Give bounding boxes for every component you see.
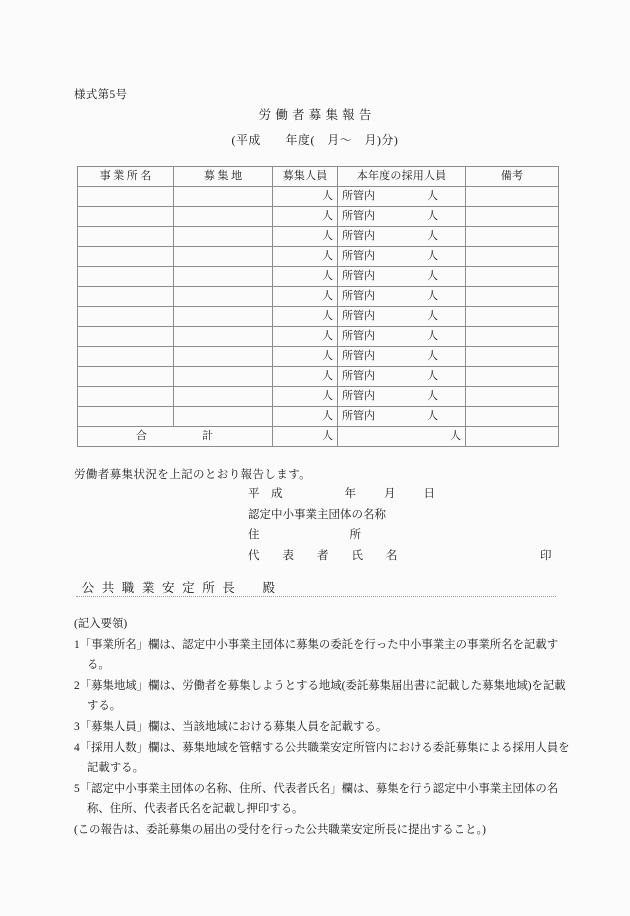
hired-jurisdiction-label: 所管内 — [342, 210, 375, 222]
cell-office-name[interactable] — [78, 207, 174, 227]
cell-remarks[interactable] — [466, 247, 559, 267]
cell-recruit-count[interactable]: 人 — [273, 367, 338, 387]
instruction-item: 2「募集地域」欄は、労働者を募集しようとする地域(委託募集届出書に記載した募集地域)を記載する。 — [74, 679, 566, 713]
cell-remarks[interactable] — [466, 407, 559, 427]
table-row — [78, 407, 559, 427]
cell-remarks[interactable] — [466, 267, 559, 287]
hired-count-unit: 人 — [427, 230, 438, 242]
cell-office-name[interactable] — [78, 367, 174, 387]
instructions-heading: (記入要領) — [74, 618, 128, 630]
hired-jurisdiction-label: 所管内 — [342, 230, 375, 242]
cell-office-name[interactable] — [78, 187, 174, 207]
column-header-hired-this-year: 本年度の採用人員 — [338, 167, 466, 187]
cell-recruit-area[interactable] — [174, 187, 273, 207]
hired-count-unit: 人 — [427, 210, 438, 222]
cell-hired-this-year[interactable] — [338, 187, 466, 207]
hired-count-unit: 人 — [427, 350, 438, 362]
cell-recruit-area[interactable] — [174, 407, 273, 427]
cell-hired-this-year[interactable] — [338, 227, 466, 247]
cell-office-name[interactable] — [78, 227, 174, 247]
cell-recruit-count[interactable]: 人 — [273, 307, 338, 327]
table-row — [78, 307, 559, 327]
address-label-right: 所 — [349, 529, 361, 541]
column-header-recruit-count: 募集人員 — [273, 167, 338, 187]
address-line — [248, 525, 435, 546]
dotted-separator — [76, 596, 556, 597]
cell-remarks[interactable] — [466, 327, 559, 347]
cell-recruit-count[interactable]: 人 — [273, 407, 338, 427]
cell-recruit-count[interactable]: 人 — [273, 287, 338, 307]
recruitment-report-table — [77, 166, 559, 447]
table-row — [78, 327, 559, 347]
cell-recruit-area[interactable] — [174, 267, 273, 287]
hired-jurisdiction-label: 所管内 — [342, 370, 375, 382]
hired-jurisdiction-label: 所管内 — [342, 250, 375, 262]
table-row — [78, 347, 559, 367]
form-number: 様式第5号 — [74, 89, 128, 101]
cell-recruit-area[interactable] — [174, 227, 273, 247]
column-header-recruit-area: 募集地 — [174, 167, 273, 187]
cell-remarks[interactable] — [466, 207, 559, 227]
representative-name-line — [248, 546, 552, 567]
instructions-footer: (この報告は、委託募集の届出の受付を行った公共職業安定所長に提出すること。) — [74, 823, 486, 836]
column-header-office-name: 事業所名 — [78, 167, 174, 187]
cell-hired-this-year[interactable] — [338, 247, 466, 267]
cell-recruit-area[interactable] — [174, 327, 273, 347]
cell-recruit-count[interactable]: 人 — [273, 227, 338, 247]
hired-jurisdiction-label: 所管内 — [342, 310, 375, 322]
hired-jurisdiction-label: 所管内 — [342, 350, 375, 362]
cell-hired-this-year[interactable] — [338, 207, 466, 227]
instructions-section — [74, 614, 570, 841]
organization-name-label: 認定中小事業主団体の名称 — [248, 508, 386, 521]
instruction-item: 5「認定中小事業主団体の名称、住所、代表者氏名」欄は、募集を行う認定中小事業主団体の名称、住所、代表者氏名を記載し押印する。 — [74, 782, 559, 816]
total-hired-count[interactable]: 人 — [338, 427, 466, 447]
hired-jurisdiction-label: 所管内 — [342, 330, 375, 342]
cell-office-name[interactable] — [78, 267, 174, 287]
instruction-item: 4「採用人数」欄は、募集地域を管轄する公共職業安定所管内における委託募集による採用人員を記載する。 — [74, 741, 570, 775]
hired-count-unit: 人 — [427, 370, 438, 382]
hired-count-unit: 人 — [427, 290, 438, 302]
table-row — [78, 387, 559, 407]
table-row — [78, 247, 559, 267]
cell-remarks[interactable] — [466, 367, 559, 387]
cell-recruit-count[interactable]: 人 — [273, 207, 338, 227]
hired-count-unit: 人 — [427, 410, 438, 422]
hired-jurisdiction-label: 所管内 — [342, 290, 375, 302]
date-month-label: 月 — [384, 488, 396, 500]
hired-count-unit: 人 — [427, 250, 438, 262]
date-era-label: 平 成 — [248, 488, 283, 500]
hired-jurisdiction-label: 所管内 — [342, 270, 375, 282]
address-label-left: 住 — [248, 529, 260, 541]
cell-hired-this-year[interactable] — [338, 287, 466, 307]
total-label-part-1: 合 — [136, 430, 148, 442]
date-day-label: 日 — [423, 488, 435, 500]
total-recruit-count[interactable]: 人 — [273, 427, 338, 447]
document-subtitle: (平成 年度( 月〜 月)分) — [231, 133, 399, 147]
table-row — [78, 367, 559, 387]
cell-recruit-count[interactable]: 人 — [273, 347, 338, 367]
signature-block — [248, 484, 552, 566]
hired-count-unit: 人 — [427, 310, 438, 322]
cell-hired-this-year[interactable] — [338, 327, 466, 347]
representative-name-label: 代 表 者 氏 名 — [248, 549, 398, 562]
total-label-part-2: 計 — [202, 430, 214, 442]
cell-remarks[interactable] — [466, 347, 559, 367]
addressee-line: 公共職業安定所長 殿 — [81, 581, 283, 595]
table-row — [78, 207, 559, 227]
cell-hired-this-year[interactable] — [338, 367, 466, 387]
cell-recruit-count[interactable]: 人 — [273, 267, 338, 287]
signature-date-line — [248, 484, 435, 505]
cell-office-name[interactable] — [78, 247, 174, 267]
cell-office-name[interactable] — [78, 407, 174, 427]
cell-recruit-count[interactable]: 人 — [273, 187, 338, 207]
date-year-label: 年 — [344, 488, 356, 500]
cell-recruit-count[interactable]: 人 — [273, 247, 338, 267]
instruction-item: 1「事業所名」欄は、認定中小事業主団体に募集の委託を行った中小事業主の事業所名を記載する。 — [74, 638, 559, 672]
seal-mark: 印 — [540, 549, 552, 562]
cell-hired-this-year[interactable] — [338, 347, 466, 367]
organization-name-line — [248, 505, 435, 526]
document-title: 労働者募集報告 — [258, 108, 376, 122]
cell-hired-this-year[interactable] — [338, 267, 466, 287]
hired-jurisdiction-label: 所管内 — [342, 190, 375, 202]
hired-jurisdiction-label: 所管内 — [342, 410, 375, 422]
cell-recruit-area[interactable] — [174, 387, 273, 407]
cell-hired-this-year[interactable] — [338, 407, 466, 427]
hired-count-unit: 人 — [427, 190, 438, 202]
cell-recruit-area[interactable] — [174, 207, 273, 227]
instruction-item: 3「募集人員」欄は、当該地域における募集人員を記載する。 — [74, 720, 388, 733]
table-row — [78, 187, 559, 207]
cell-office-name[interactable] — [78, 327, 174, 347]
cell-office-name[interactable] — [78, 307, 174, 327]
hired-count-unit: 人 — [427, 330, 438, 342]
cell-recruit-area[interactable] — [174, 307, 273, 327]
table-row — [78, 287, 559, 307]
cell-recruit-count[interactable]: 人 — [273, 327, 338, 347]
table-row — [78, 267, 559, 287]
cell-recruit-area[interactable] — [174, 347, 273, 367]
hired-count-unit: 人 — [427, 390, 438, 402]
cell-remarks[interactable] — [466, 387, 559, 407]
cell-recruit-area[interactable] — [174, 247, 273, 267]
cell-hired-this-year[interactable] — [338, 307, 466, 327]
total-label — [78, 427, 273, 447]
cell-recruit-count[interactable]: 人 — [273, 387, 338, 407]
hired-count-unit: 人 — [427, 270, 438, 282]
hired-jurisdiction-label: 所管内 — [342, 390, 375, 402]
cell-remarks[interactable] — [466, 187, 559, 207]
table-header-row — [78, 167, 559, 187]
cell-office-name[interactable] — [78, 387, 174, 407]
cell-office-name[interactable] — [78, 287, 174, 307]
cell-remarks[interactable] — [466, 307, 559, 327]
column-header-remarks: 備考 — [466, 167, 559, 187]
cell-remarks[interactable] — [466, 227, 559, 247]
cell-recruit-area[interactable] — [174, 367, 273, 387]
cell-recruit-area[interactable] — [174, 287, 273, 307]
cell-office-name[interactable] — [78, 347, 174, 367]
total-remarks[interactable] — [466, 427, 559, 447]
table-row — [78, 227, 559, 247]
table-total-row — [78, 427, 559, 447]
cell-remarks[interactable] — [466, 287, 559, 307]
report-statement: 労働者募集状況を上記のとおり報告します。 — [74, 469, 312, 481]
cell-hired-this-year[interactable] — [338, 387, 466, 407]
